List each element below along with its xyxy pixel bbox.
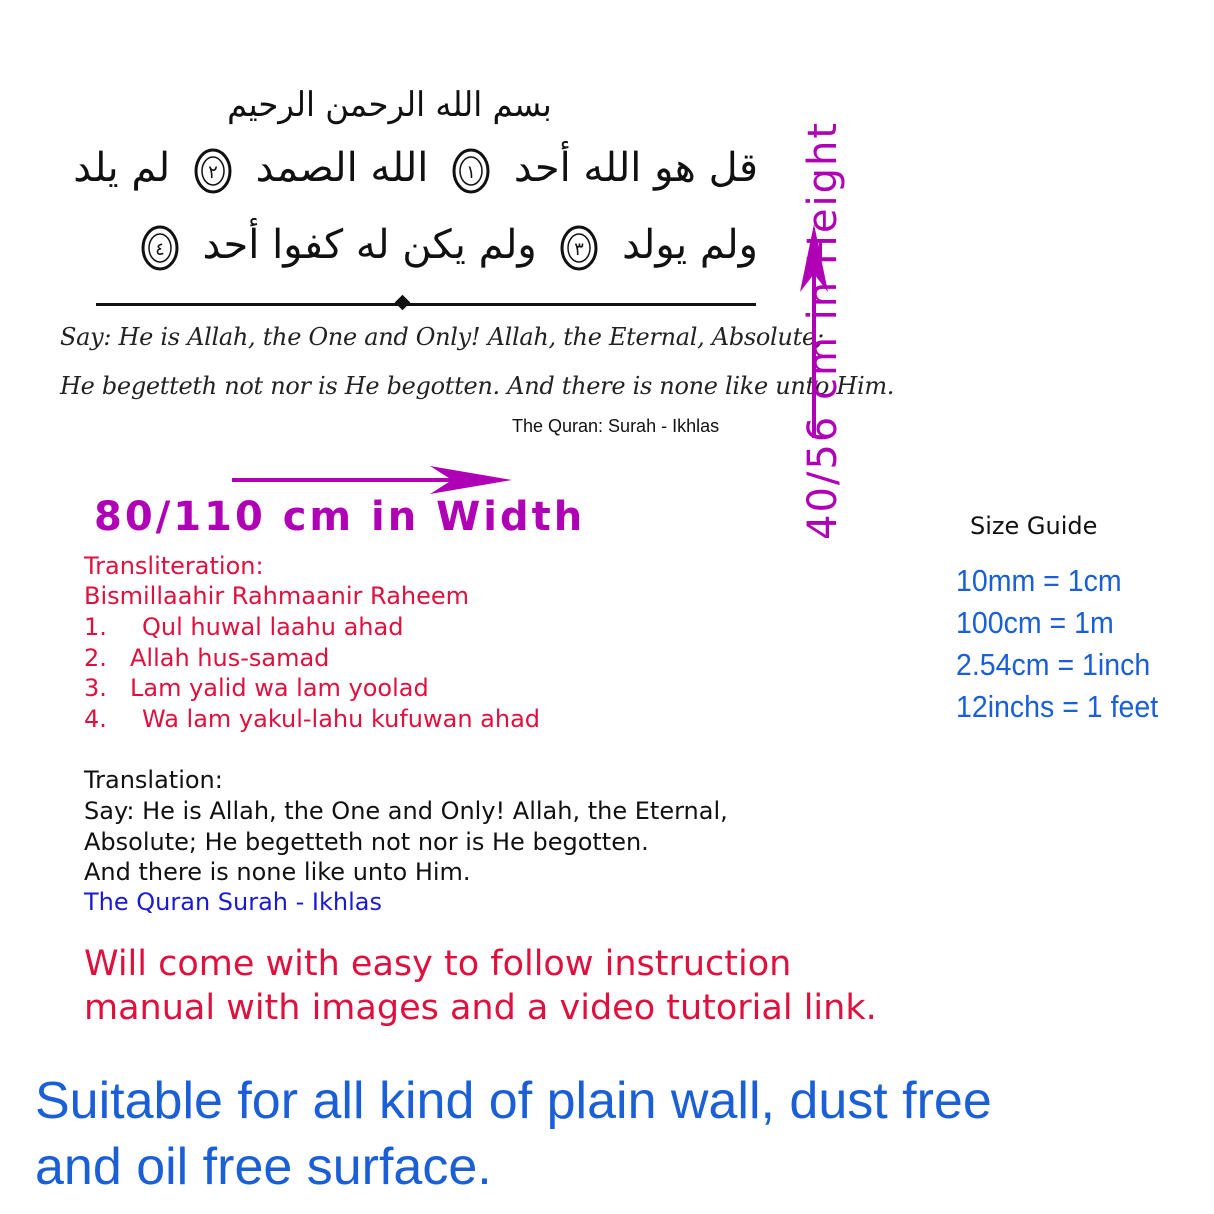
ayah-marker-2-icon <box>193 147 233 195</box>
translation-heading: Translation: <box>84 766 223 794</box>
size-guide-item: 12inchs = 1 feet <box>956 689 1159 724</box>
list-item <box>84 673 540 704</box>
translation-body <box>84 796 904 888</box>
item-text: Lam yalid wa lam yoolad <box>130 674 429 702</box>
ayah-3b-text: ولم يولد <box>622 222 758 268</box>
translation-source: The Quran Surah - Ikhlas <box>84 888 382 916</box>
item-text: Qul huwal laahu ahad <box>142 613 404 641</box>
list-item <box>84 704 540 735</box>
calligraphy-english-line-2: He begetteth not nor is He begotten. And there is none like unto Him. <box>60 372 895 400</box>
note-line: manual with images and a video tutorial link. <box>84 988 877 1028</box>
transliteration-list <box>84 612 540 734</box>
ayah-marker-1-icon <box>451 147 491 195</box>
divider-rule <box>96 303 756 306</box>
ayah-4-text: ولم يكن له كفوا أحد <box>202 222 537 268</box>
height-label: 40/56 cm in Height <box>800 120 846 540</box>
bismillah-calligraphy: بسم الله الرحمن الرحيم <box>227 85 552 125</box>
width-label: 80/110 cm in Width <box>94 494 586 540</box>
ayah-marker-4-number: ٤ <box>154 239 165 260</box>
size-guide-list <box>956 560 1176 728</box>
item-text: Allah hus-samad <box>130 643 330 672</box>
ayah-marker-1-number: ١ <box>466 162 476 183</box>
translation-line: Say: He is Allah, the One and Only! Allah, the Eternal, <box>84 797 728 825</box>
instruction-note <box>84 942 877 1030</box>
ayah-3a-text: لم يلد <box>73 145 171 191</box>
size-guide-item: 100cm = 1m <box>956 605 1114 640</box>
list-item <box>84 612 540 643</box>
calligraphy-english-line-1: Say: He is Allah, the One and Only! Allah, the Eternal, Absolute; <box>60 323 824 351</box>
divider-diamond-icon <box>395 295 411 311</box>
calligraphy-source: The Quran: Surah - Ikhlas <box>512 416 720 436</box>
note-line: Will come with easy to follow instruction <box>84 944 792 984</box>
transliteration-heading: Transliteration: <box>84 552 264 580</box>
ayah-line-2 <box>48 222 758 292</box>
suitability-line: and oil free surface. <box>35 1138 492 1196</box>
size-guide-title: Size Guide <box>970 512 1098 540</box>
transliteration-intro: Bismillaahir Rahmaanir Raheem <box>84 582 470 610</box>
ayah-1-text: قل هو الله أحد <box>513 145 758 191</box>
ayah-2-text: الله الصمد <box>255 145 429 191</box>
item-number: 2. <box>84 643 107 672</box>
translation-line: And there is none like unto Him. <box>84 858 471 886</box>
ayah-marker-2-number: ٢ <box>208 162 218 183</box>
item-number: 4. <box>84 704 107 733</box>
size-guide-item: 10mm = 1cm <box>956 563 1122 598</box>
ayah-marker-3-icon <box>559 224 599 272</box>
list-item <box>84 643 540 674</box>
ayah-marker-3-number: ٣ <box>574 239 585 260</box>
suitability-line: Suitable for all kind of plain wall, dust free <box>35 1072 992 1130</box>
ayah-line-1 <box>48 145 758 215</box>
suitability-note <box>35 1068 992 1200</box>
width-arrow-icon <box>230 462 520 498</box>
item-text: Wa lam yakul-lahu kufuwan ahad <box>142 704 541 733</box>
ayah-marker-4-icon <box>140 224 180 272</box>
size-guide-item: 2.54cm = 1inch <box>956 647 1151 682</box>
translation-line: Absolute; He begetteth not nor is He begotten. <box>84 827 649 856</box>
item-number: 1. <box>84 613 107 641</box>
item-number: 3. <box>84 674 107 702</box>
